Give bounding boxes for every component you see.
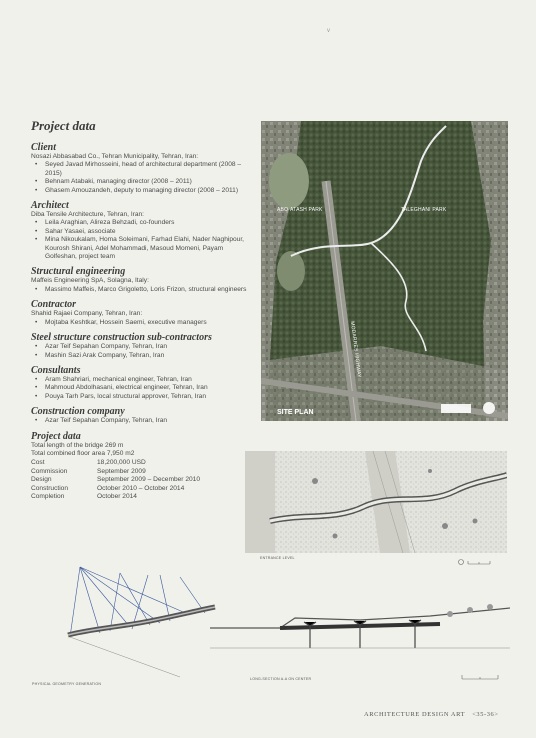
section-contractor	[31, 299, 256, 327]
bullet-list	[31, 161, 256, 195]
project-data-row	[31, 485, 200, 493]
section-client	[31, 142, 256, 195]
row-key: Cost	[31, 459, 45, 467]
section-heading: Steel structure construction sub-contractors	[31, 332, 212, 344]
entrance-level-plan	[245, 451, 507, 553]
section-heading: Construction company	[31, 406, 125, 418]
geometry-caption: PHYSICAL GEOMETRY GENERATION	[32, 682, 102, 686]
bullet-list	[31, 319, 256, 327]
project-data-column	[31, 118, 256, 506]
label-taleghani-park: TALEGHANI PARK	[401, 207, 447, 213]
bullet-item: • Azar Teif Sepahan Company, Tehran, Iran	[45, 343, 256, 351]
site-plan-map	[261, 121, 508, 421]
bullet-item: • Mina Nikoukalam, Homa Soleimani, Farhad Elahi, Nader Naghipour, Kourosh Shirani, Adel Mohammadi, Masoud Momeni, Payam Golfeshan, project team	[45, 236, 256, 261]
row-key: Commission	[31, 467, 68, 475]
site-plan-title: SITE PLAN	[277, 409, 314, 416]
site-plan-aerial-image	[261, 121, 508, 421]
bullet-list	[31, 286, 256, 294]
row-value: October 2010 – October 2014	[97, 484, 185, 492]
bullet-item: • Seyed Javad Mirhosseini, head of architectural department (2008 – 2015)	[45, 161, 256, 178]
row-key: Completion	[31, 492, 65, 500]
bullet-item: • Azar Teif Sepahan Company, Tehran, Iran	[45, 417, 256, 425]
magazine-name: ARCHITECTURE DESIGN ART	[364, 711, 465, 718]
credits-sections	[31, 142, 256, 426]
label-abo-atash-park: ABO-ATASH PARK	[277, 207, 323, 213]
bullet-item: • Behnam Atabaki, managing director (2008 – 2011)	[45, 178, 256, 186]
bullet-item: • Massimo Maffeis, Marco Grigoletto, Loris Frizon, structural engineers	[45, 286, 256, 294]
section-line: Maffeis Engineering SpA, Solagna, Italy:	[31, 277, 149, 285]
row-value: September 2009 – December 2010	[97, 476, 201, 484]
section-consultants	[31, 365, 256, 401]
section-heading: Client	[31, 142, 57, 153]
row-value: September 2009	[97, 467, 146, 475]
section-steel	[31, 332, 256, 360]
bullet-item: • Aram Shahriari, mechanical engineer, Tehran, Iran	[45, 376, 256, 384]
project-data-row	[31, 493, 200, 501]
section-line: Shahid Rajaei Company, Tehran, Iran:	[31, 310, 143, 318]
geometry-elevation-diagram	[30, 565, 220, 680]
entrance-scale-bar	[458, 558, 492, 566]
page-footer	[364, 711, 499, 718]
bullet-item: • Mahmoud Abdolhasani, electrical engineer, Tehran, Iran	[45, 384, 256, 392]
floor-area: Total combined floor area 7,950 m2	[31, 449, 135, 457]
project-data-heading: Project data	[31, 430, 81, 442]
row-value: October 2014	[97, 492, 137, 500]
project-data-row	[31, 476, 200, 484]
section-construction	[31, 406, 256, 425]
long-section-drawing	[210, 598, 510, 663]
corner-mark: v	[327, 28, 330, 34]
section-line: Diba Tensile Architecture, Tehran, Iran:	[31, 211, 145, 219]
section-heading: Contractor	[31, 299, 77, 311]
label-modarres-highway: MODARRES HIGHWAY	[349, 321, 362, 379]
section-heading: Consultants	[31, 364, 81, 376]
section-heading: Architect	[31, 200, 69, 212]
section-heading: Structural engineering	[31, 266, 126, 278]
bullet-item: • Pouya Tarh Pars, local structural approver, Tehran, Iran	[45, 393, 256, 401]
bullet-list	[31, 376, 256, 401]
bridge-length: Total length of the bridge 269 m	[31, 441, 124, 449]
bullet-list	[31, 219, 256, 261]
row-key: Design	[31, 476, 52, 484]
bullet-list	[31, 417, 256, 425]
entrance-level-caption: ENTRANCE LEVEL	[260, 556, 295, 560]
bullet-list	[31, 343, 256, 360]
long-section-caption: LONG-SECTION A-A ON CENTER	[250, 677, 312, 681]
section-line: Nosazi Abbasabad Co., Tehran Municipality, Tehran, Iran:	[31, 153, 199, 160]
bullet-item: • Leila Araghian, Alireza Behzadi, co-founders	[45, 219, 256, 227]
bullet-item: • Mojtaba Keshtkar, Hossein Saemi, executive managers	[45, 319, 256, 327]
project-data-row	[31, 468, 200, 476]
row-key: Construction	[31, 484, 69, 492]
project-data-table	[31, 459, 200, 501]
project-data-row	[31, 459, 200, 467]
project-data-section	[31, 431, 256, 502]
section-architect	[31, 200, 256, 261]
page-numbers: <35-36>	[472, 711, 499, 718]
row-value: 18,200,000 USD	[97, 459, 146, 467]
section-scale-bar	[460, 673, 500, 681]
entrance-plan-drawing	[245, 451, 507, 553]
page-title: Project data	[31, 118, 96, 133]
section-structural	[31, 266, 256, 294]
bullet-item: • Sahar Yasaei, associate	[45, 228, 256, 236]
bullet-item: • Ghasem Amouzandeh, deputy to managing director (2008 – 2011)	[45, 187, 256, 195]
bullet-item: • Mashin Sazi Arak Company, Tehran, Iran	[45, 352, 256, 360]
